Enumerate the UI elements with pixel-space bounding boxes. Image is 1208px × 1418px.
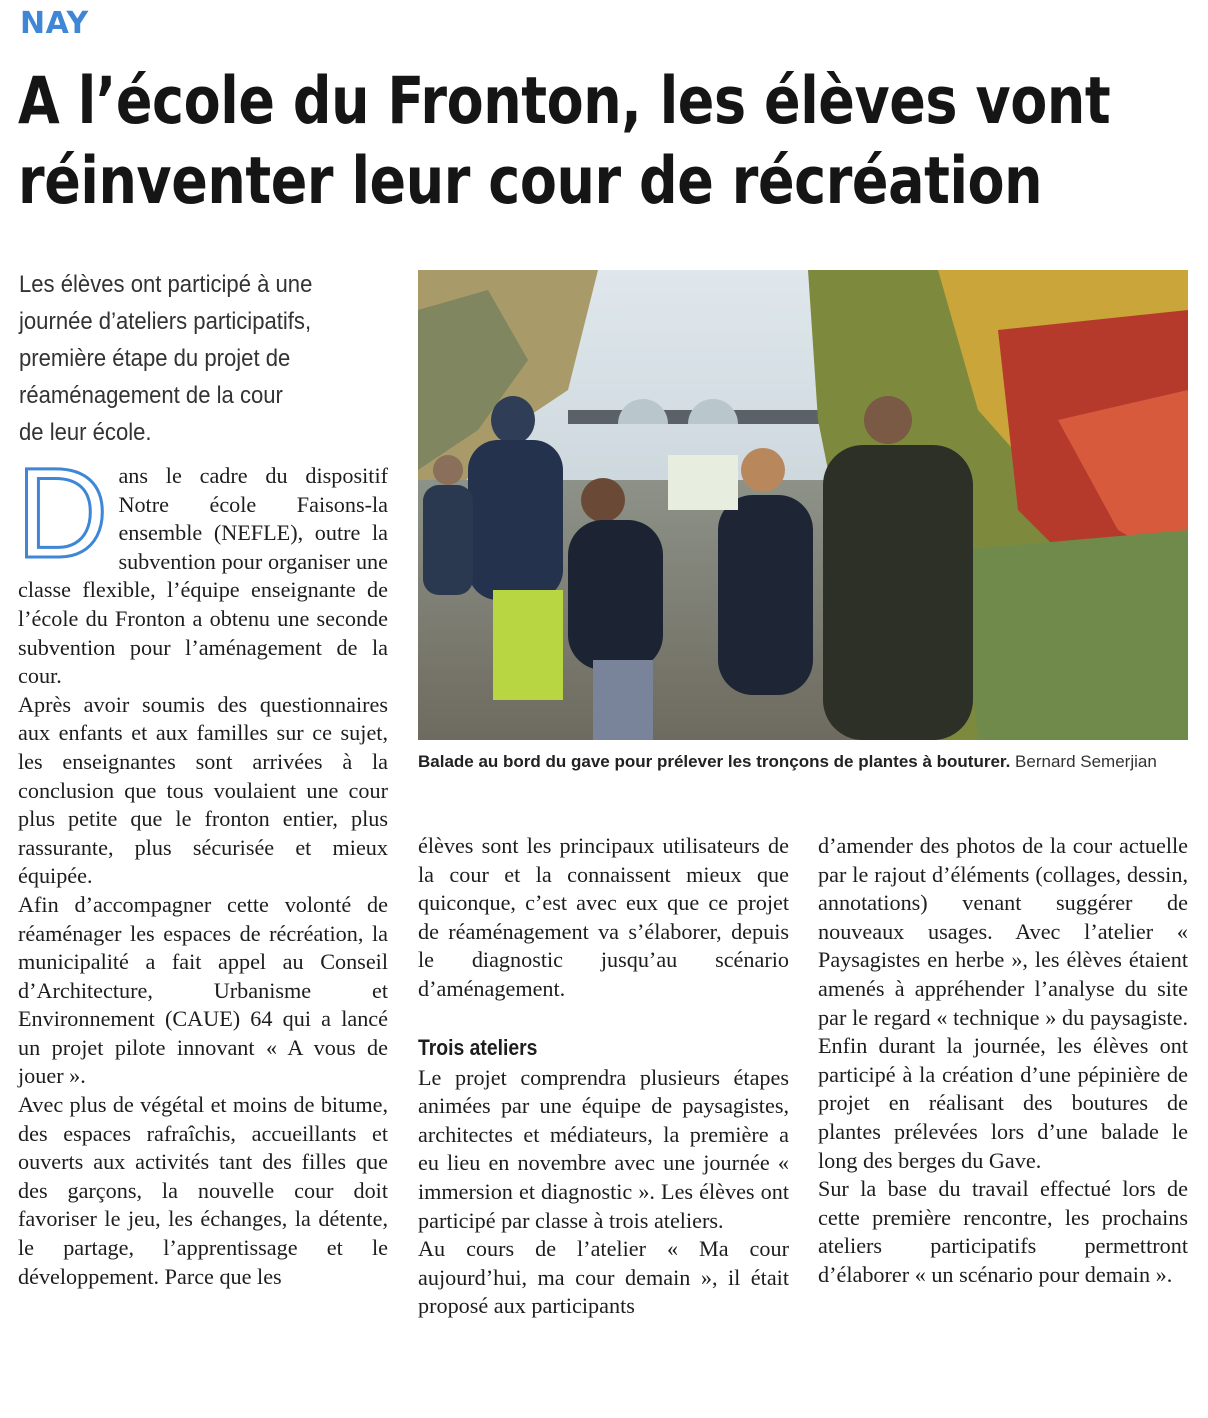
caption-text: Balade au bord du gave pour prélever les tronçons de plantes à bouturer. (418, 752, 1011, 771)
lead-paragraph (19, 266, 399, 451)
body-paragraph: Afin d’accompagner cette volonté de réaménager les espaces de récréation, la municipalité a fait appel au Conseil d’Architecture, Urbanisme et Environnement (CAUE) 64 qui a lancé un projet pilote innovant « A vous de jouer ». (18, 891, 388, 1089)
headline (18, 62, 1205, 222)
section-label: NAY (20, 6, 89, 41)
body-paragraph: Sur la base du travail effectué lors de cette première rencontre, les prochains ateliers participatifs permettront d’élaborer « un scénario pour demain ». (818, 1176, 1188, 1287)
lead-line: journée d’ateliers participatifs, (19, 308, 312, 335)
photo-credit: Bernard Semerjian (1015, 752, 1157, 771)
subheading: Trois ateliers (418, 1034, 538, 1060)
body-paragraph (16, 442, 388, 691)
body-paragraph: Le projet comprendra plusieurs étapes animées par une équipe de paysagistes, architectes et médiateurs, la première a eu lieu en novembre avec une journée « immersion et diagnostic ». Les élèves ont participé par classe à trois ateliers. (418, 1064, 789, 1233)
body-paragraph: Au cours de l’atelier « Ma cour aujourd’hui, ma cour demain », il était proposé aux participants (418, 1236, 789, 1319)
body-paragraph: Après avoir soumis des questionnaires aux enfants et aux familles sur ce sujet, les enseignantes sont arrivées à la conclusion que tous voulaient une cour plus petite que le fronton entier, plus rassurante, plus sécurisée et mieux équipée. (18, 691, 388, 889)
lead-line: de leur école. (19, 419, 152, 446)
body-paragraph: d’amender des photos de la cour actuelle par le rajout d’éléments (collages, dessin, annotations) venant suggérer de nouveaux usages. Avec l’atelier « Paysagistes en herbe », les élèves étaient amenés à appréhender l’analyse du site par le regard « technique » du paysagiste. Enfin durant la journée, les élèves ont participé à la création d’une pépinière de projet en réalisant des boutures de plantes prélevées lors d’une balade le long des berges du Gave. (818, 833, 1188, 1173)
lead-line: première étape du projet de (19, 345, 291, 372)
article-photo (418, 270, 1188, 740)
headline-line-2: réinventer leur cour de récréation (18, 144, 1043, 219)
lead-line: réaménagement de la cour (19, 382, 283, 409)
headline-line-1: A l’école du Fronton, les élèves vont (18, 64, 1111, 139)
lead-line: Les élèves ont participé à une (19, 271, 313, 298)
article-column-1 (16, 442, 388, 1291)
article-column-2 (418, 832, 789, 1321)
paragraph-text: ans le cadre du dispositif Notre école Faisons-la ensemble (NEFLE), outre la subvention pour organiser une classe flexible, l’équipe enseignante de l’école du Fronton a obtenu une seconde subvention pour l’aménagement de la cour. (18, 463, 388, 689)
photo-caption (418, 748, 1178, 776)
body-paragraph: Avec plus de végétal et moins de bitume, des espaces rafraîchis, accueillants et ouverts aux activités tant des filles que des garçons, la nouvelle cour doit favoriser le jeu, les échanges, la détente, le partage, l’apprentissage et le développement. Parce que les (18, 1092, 388, 1289)
article-column-3 (818, 832, 1188, 1290)
drop-cap: D (16, 442, 109, 585)
body-paragraph: élèves sont les principaux utilisateurs de la cour et la connaissent mieux que quiconque, c’est avec eux que ce projet de réaménagement va s’élaborer, depuis le diagnostic jusqu’au scénario d’aménagement. (418, 833, 789, 1001)
